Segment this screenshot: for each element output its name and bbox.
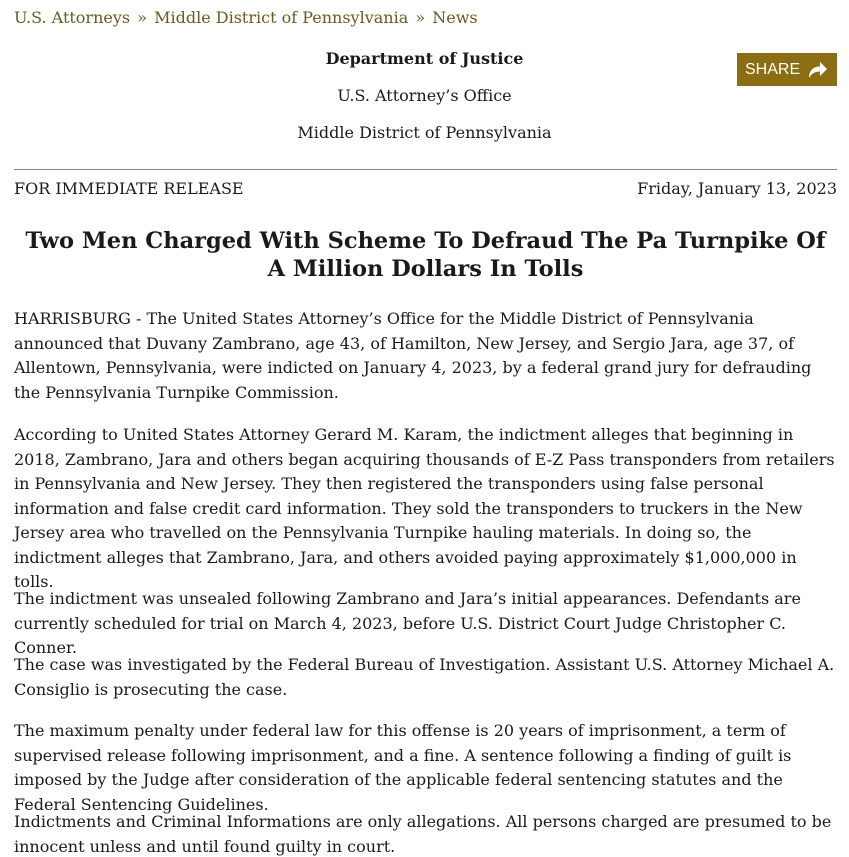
body-paragraph: Indictments and Criminal Informations are only allegations. All persons charged are presumed to be innocent unless and until found guilty in court. <box>14 812 832 856</box>
breadcrumb-separator: » <box>137 8 147 27</box>
body-paragraph: The maximum penalty under federal law for this offense is 20 years of imprisonment, a term of supervised release following imprisonment, and a fine. A sentence following a finding of guilt is imposed by the Judge after consideration of the applicable federal sentencing statutes and the Federal Sentencing Guidelines. <box>14 721 792 814</box>
department-name: Department of Justice <box>325 49 524 68</box>
body-paragraph: The case was investigated by the Federal Bureau of Investigation. Assistant U.S. Attorney Michael A. Consiglio is prosecuting the case. <box>14 655 835 699</box>
divider <box>14 169 837 170</box>
breadcrumb-link-news[interactable]: News <box>432 8 478 27</box>
office-name: U.S. Attorney’s Office <box>337 86 512 105</box>
share-arrow-icon <box>805 58 829 82</box>
body-paragraph: HARRISBURG - The United States Attorney’s Office for the Middle District of Pennsylvania announced that Duvany Zambrano, age 43, of Hamilton, New Jersey, and Sergio Jara, age 37, of Allentown, Pennsylvania, were indicted on January 4, 2023, by a federal grand jury for defrauding the Pennsylvania Turnpike Commission. <box>14 309 812 402</box>
body-paragraph: According to United States Attorney Gerard M. Karam, the indictment alleges that beginning in 2018, Zambrano, Jara and others began acquiring thousands of E-Z Pass transponders from retailers in Pennsylvania and New Jersey. They then registered the transponders using false personal information and false credit card information. They sold the transponders to truckers in the New Jersey area who travelled on the Pennsylvania Turnpike hauling materials. In doing so, the indictment alleges that Zambrano, Jara, and others avoided paying approximately $1,000,000 in tolls. <box>14 425 835 591</box>
breadcrumb-link-middle-district[interactable]: Middle District of Pennsylvania <box>154 8 409 27</box>
release-date: Friday, January 13, 2023 <box>637 179 837 198</box>
share-label: SHARE <box>745 60 801 78</box>
district-name: Middle District of Pennsylvania <box>297 123 552 142</box>
release-status: FOR IMMEDIATE RELEASE <box>14 179 244 198</box>
breadcrumb-separator: » <box>415 8 426 27</box>
breadcrumb <box>14 7 478 29</box>
share-button[interactable] <box>737 53 837 86</box>
body-paragraph: The indictment was unsealed following Zambrano and Jara’s initial appearances. Defendants are currently scheduled for trial on March 4, 2023, before U.S. District Court Judge Christopher C. Conner. <box>14 589 801 657</box>
press-release-headline: Two Men Charged With Scheme To Defraud The Pa Turnpike Of A Million Dollars In Tolls <box>25 228 826 282</box>
breadcrumb-link-us-attorneys[interactable]: U.S. Attorneys <box>14 8 131 27</box>
